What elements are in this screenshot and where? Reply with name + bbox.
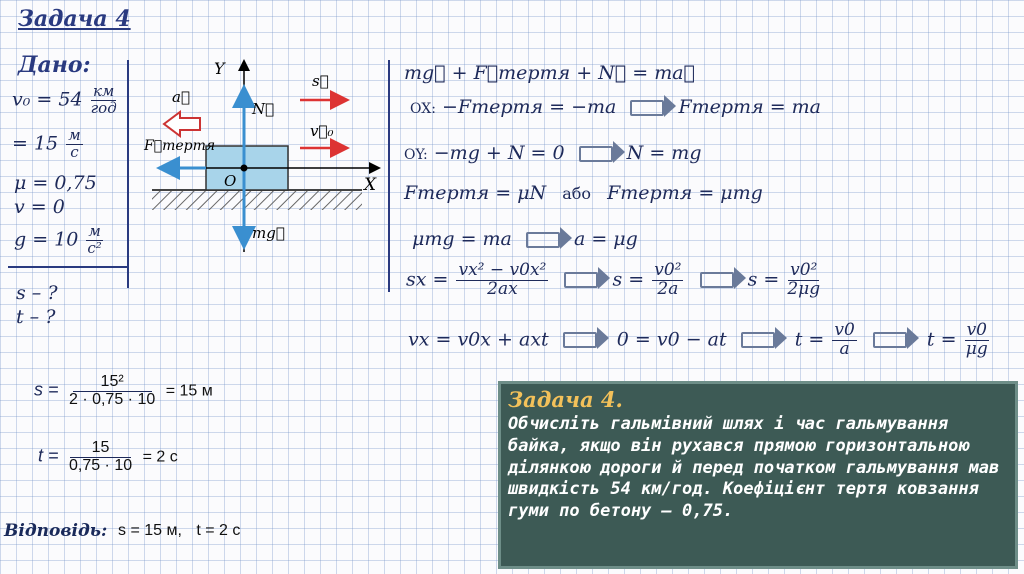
displacement-label: s⃗ xyxy=(312,72,329,90)
v0-conv-value: = 15 xyxy=(12,132,59,155)
acceleration-label: a⃗ xyxy=(172,88,190,106)
given-v: v = 0 xyxy=(14,196,65,218)
s2-fraction xyxy=(787,262,820,299)
t-den: a xyxy=(839,338,850,359)
calc-s-result: = 15 м xyxy=(165,382,213,400)
t2-num: v0 xyxy=(966,320,987,340)
g-unit-num: м xyxy=(88,222,101,240)
origin-point xyxy=(241,165,248,172)
gravity-label: mg⃗ xyxy=(252,224,285,242)
s2-lhs: s = xyxy=(747,268,780,291)
calc-s-den: 2 · 0,75 · 10 xyxy=(68,390,156,408)
t-num: v0 xyxy=(834,320,855,340)
v0-unit-den: год xyxy=(90,98,117,117)
origin-label: O xyxy=(224,172,237,190)
oy-result: N = mg xyxy=(626,142,702,164)
page-title: Задача 4 xyxy=(18,6,131,32)
task-card xyxy=(498,381,1018,569)
a-result: a = μg xyxy=(573,228,638,250)
t2-fraction xyxy=(965,322,989,359)
oy-label: OY: xyxy=(404,147,428,163)
calc-t-den: 0,75 · 10 xyxy=(68,456,133,474)
given-heading: Дано: xyxy=(18,52,91,78)
zero-eq: 0 = v0 − at xyxy=(616,328,727,351)
arrow-icon xyxy=(563,332,597,348)
s-lhs: s = xyxy=(612,268,645,291)
y-axis-label: Y xyxy=(214,59,225,78)
newton-law: mg⃗ + F⃗тертя + N⃗ = ma⃗ xyxy=(404,62,695,84)
calc-s-num: 15² xyxy=(73,374,152,392)
friction-eq-2: Fтертя = μmg xyxy=(607,182,763,204)
arrow-icon xyxy=(630,100,664,116)
arrow-icon xyxy=(741,332,775,348)
vx-eq: vx = v0x + axt xyxy=(408,328,549,351)
equations-divider xyxy=(388,60,390,292)
task-title: Задача 4. xyxy=(508,387,623,412)
time-row xyxy=(408,322,991,359)
s-den: 2a xyxy=(657,278,679,299)
normal-force-label: N⃗ xyxy=(252,100,275,118)
sx-lhs: sx = xyxy=(406,268,449,291)
ox-result: Fтертя = ma xyxy=(678,96,821,118)
v0-conv-den: с xyxy=(70,142,79,161)
calc-t xyxy=(38,440,178,475)
calc-t-fraction xyxy=(69,440,132,475)
ox-equation: −Fтертя = −ma xyxy=(441,96,617,118)
umg-eq: μmg = ma xyxy=(412,228,512,250)
g-unit-fraction xyxy=(86,224,102,257)
v0-conv-fraction xyxy=(66,128,82,161)
unknown-t: t – ? xyxy=(16,306,56,328)
given-v0-converted xyxy=(12,128,85,161)
ox-row xyxy=(410,96,821,118)
s-fraction xyxy=(652,262,683,299)
sx-den: 2ax xyxy=(487,278,518,299)
arrow-icon xyxy=(700,272,734,288)
calc-s-lhs: s = xyxy=(34,379,59,400)
v0-unit-num: км xyxy=(92,82,115,100)
given-vertical-divider xyxy=(127,60,129,288)
t2-den: μg xyxy=(965,338,988,359)
s2-den: 2μg xyxy=(787,278,821,299)
unknown-s: s – ? xyxy=(16,282,58,304)
acceleration-arrow xyxy=(164,112,200,136)
answer-s: s = 15 м, xyxy=(118,522,182,539)
answer-values xyxy=(118,522,240,540)
friction-eq: Fтертя = μN xyxy=(404,182,547,204)
calc-t-lhs: t = xyxy=(38,445,59,466)
arrow-icon xyxy=(579,146,613,162)
arrow-icon xyxy=(526,232,560,248)
arrow-icon xyxy=(564,272,598,288)
answer-t: t = 2 с xyxy=(196,522,241,539)
arrow-icon xyxy=(873,332,907,348)
calc-t-num: 15 xyxy=(70,440,132,458)
velocity-label: v⃗₀ xyxy=(310,122,334,140)
displacement-row xyxy=(406,262,822,299)
friction-label: F⃗тертя xyxy=(144,138,216,154)
t-fraction xyxy=(832,322,856,359)
calc-s-fraction xyxy=(69,374,155,409)
calc-t-result: = 2 с xyxy=(142,448,178,466)
v0-conv-num: м xyxy=(68,126,81,144)
friction-row xyxy=(404,182,763,204)
task-body: Обчисліть гальмівний шлях і час гальмування байка, якщо він рухався прямою горизонтальною ділянкою дороги й перед початком гальмування мав швидкість 54 км/год. Коефіцієнт тертя ковзання гуми по бетону – 0,75. xyxy=(508,414,1000,521)
force-diagram xyxy=(140,52,390,262)
ground-hatch xyxy=(152,190,362,210)
oy-equation: −mg + N = 0 xyxy=(433,142,565,164)
g-unit-den: с² xyxy=(87,238,102,257)
answer-label: Відповідь: xyxy=(4,521,108,541)
oy-row xyxy=(404,142,701,164)
x-axis-label: X xyxy=(364,175,377,195)
given-mu: μ = 0,75 xyxy=(14,172,97,194)
ox-label: OX: xyxy=(410,101,436,117)
or-word: або xyxy=(562,184,592,203)
v0-unit-fraction xyxy=(91,84,117,117)
t2-lhs: t = xyxy=(926,328,957,351)
given-v0 xyxy=(12,84,119,117)
calc-s xyxy=(34,374,213,409)
t-lhs: t = xyxy=(794,328,825,351)
sx-num: vx² − v0x² xyxy=(458,260,547,280)
given-g xyxy=(14,224,105,257)
s-num: v0² xyxy=(654,260,682,280)
sx-fraction xyxy=(456,262,548,299)
given-v0-value: v₀ = 54 xyxy=(12,88,83,111)
s2-num: v0² xyxy=(790,260,818,280)
g-value: g = 10 xyxy=(14,228,79,251)
given-horizontal-divider xyxy=(8,266,129,268)
accel-row xyxy=(412,228,638,250)
